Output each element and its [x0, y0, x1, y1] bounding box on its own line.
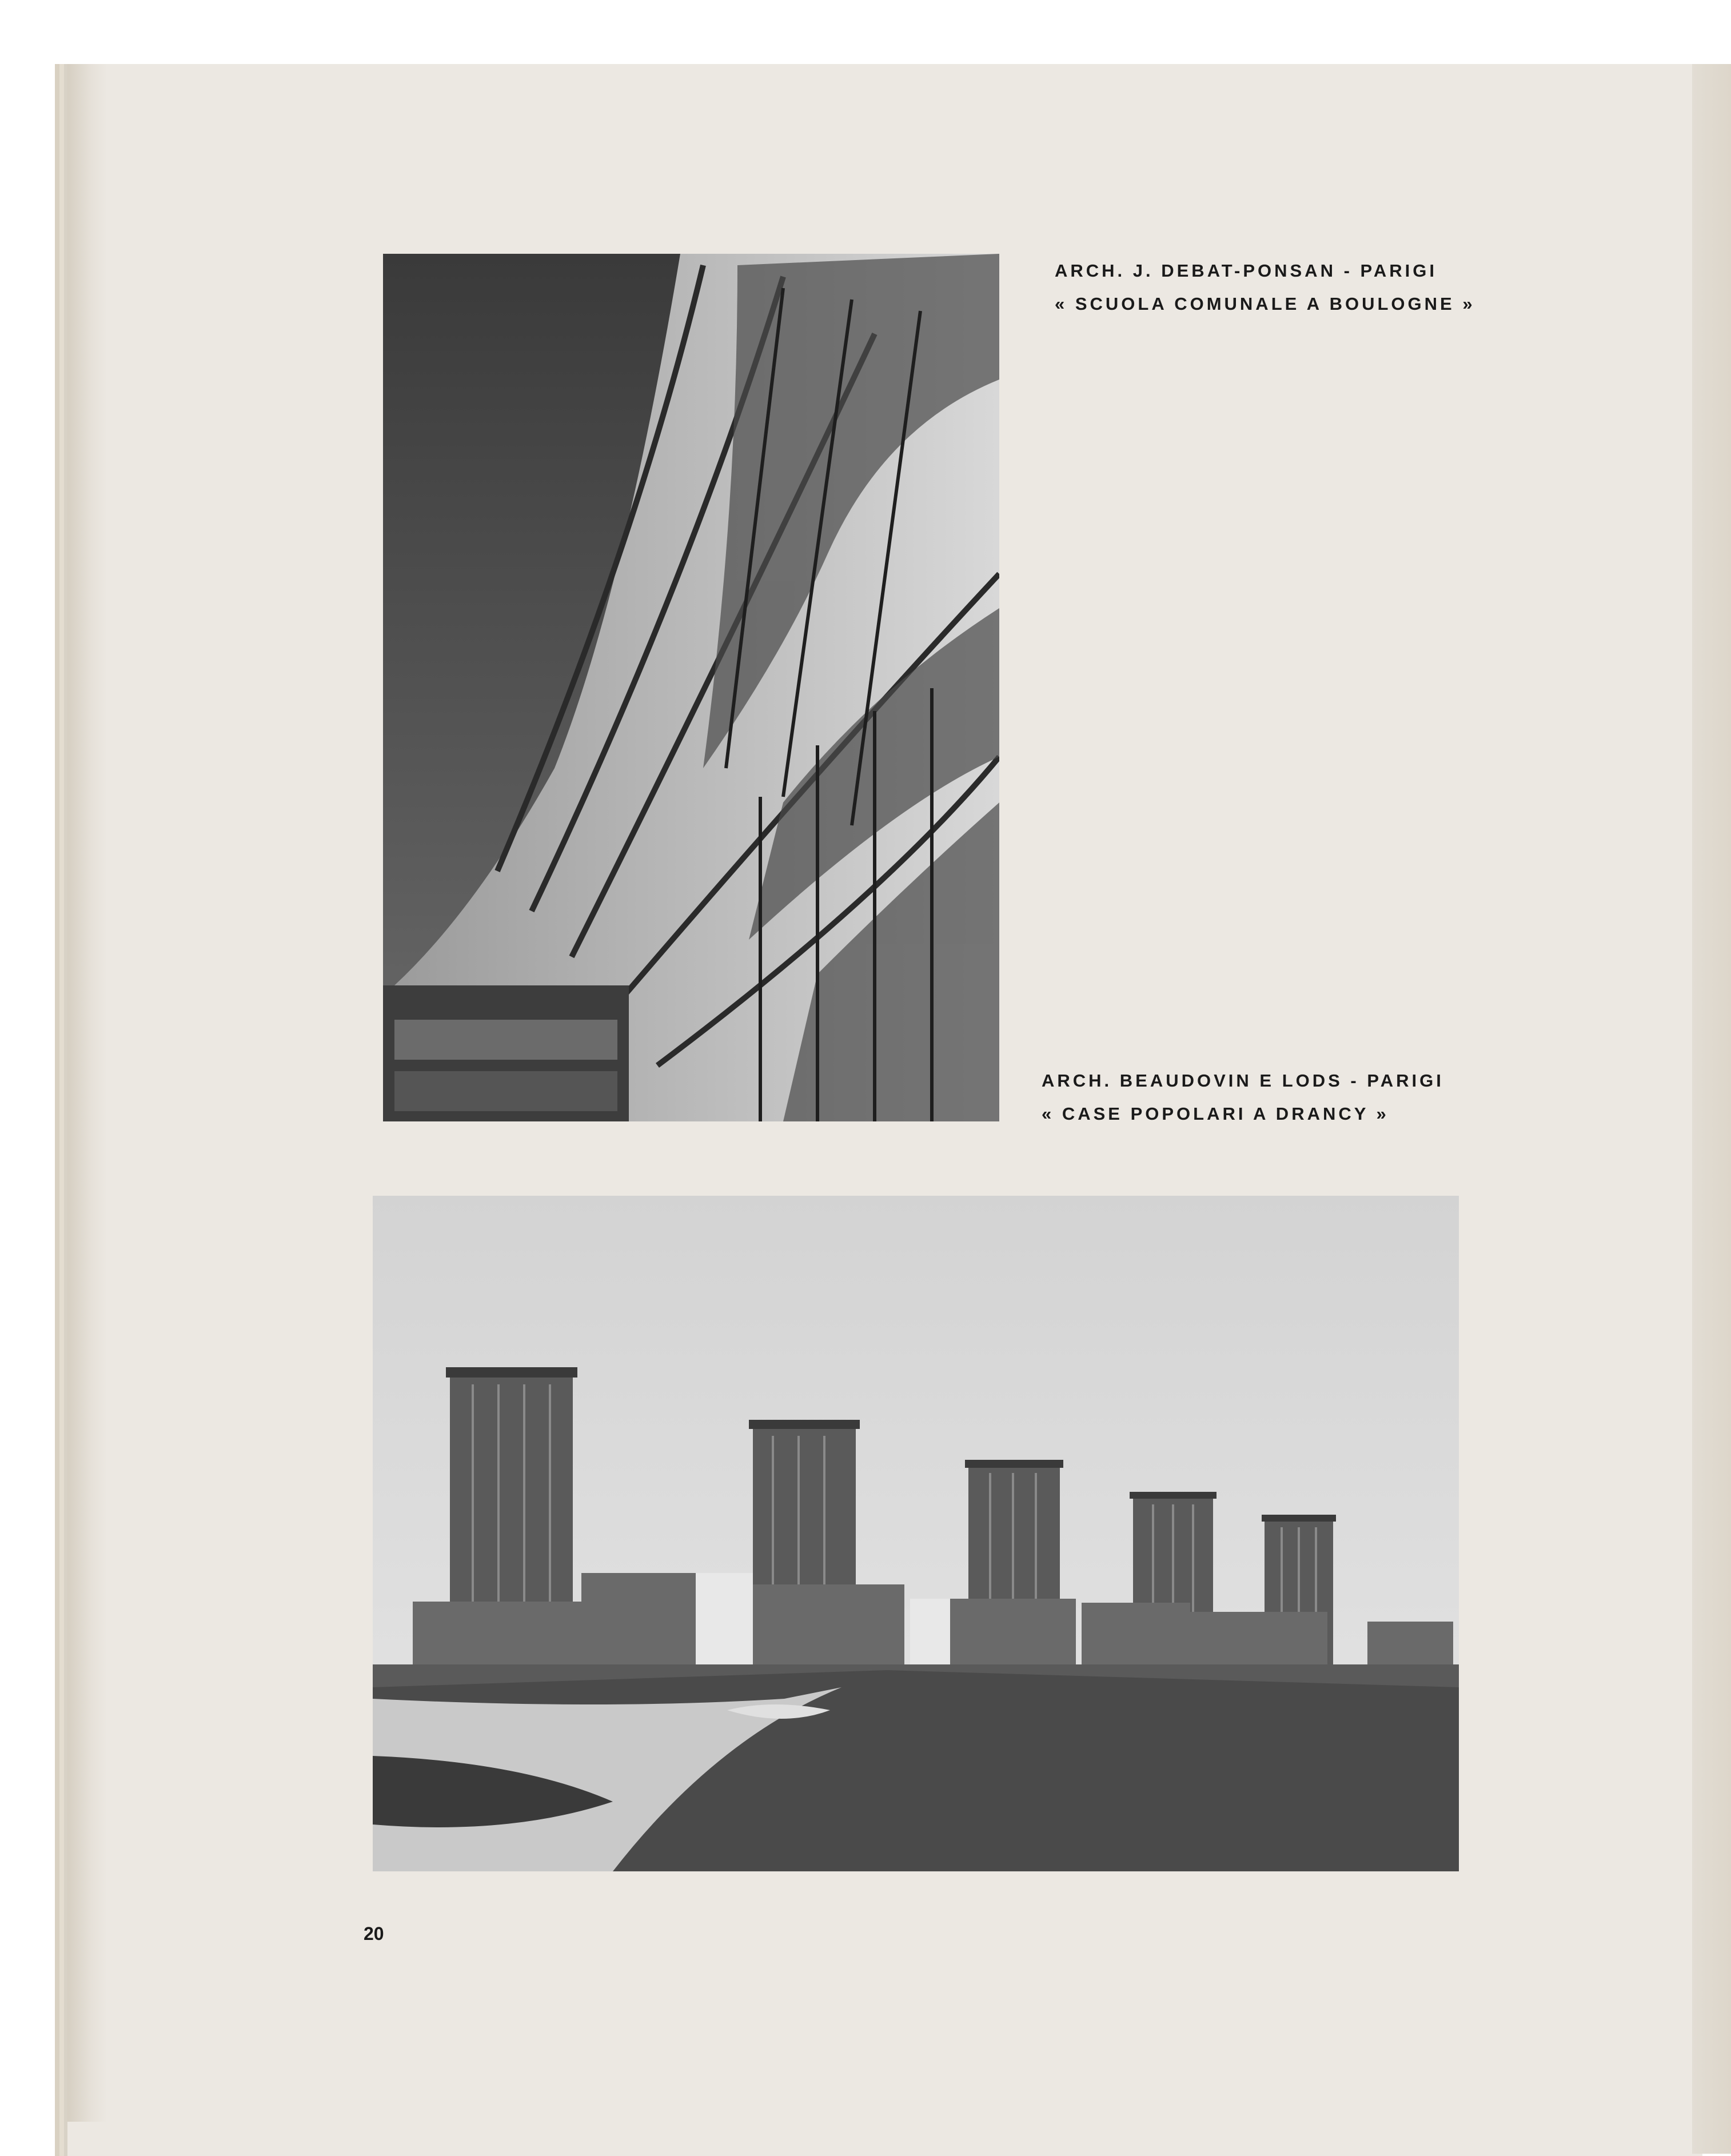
next-page-edge [1692, 64, 1731, 2154]
caption-architect-line: ARCH. J. DEBAT-PONSAN - PARIGI [1055, 261, 1437, 281]
caption-drancy-housing [1042, 1064, 1444, 1131]
photo-school-boulogne [383, 254, 999, 1121]
caption-school-boulogne [1055, 254, 1475, 321]
page-number: 20 [364, 1923, 384, 1944]
caption-title-line: « SCUOLA COMUNALE A BOULOGNE » [1055, 294, 1475, 314]
caption-architect-line: ARCH. BEAUDOVIN E LODS - PARIGI [1042, 1071, 1444, 1091]
caption-title-line: « CASE POPOLARI A DRANCY » [1042, 1104, 1389, 1124]
page-binding-edge [67, 64, 107, 2122]
photo-drancy-housing [373, 1196, 1459, 1871]
